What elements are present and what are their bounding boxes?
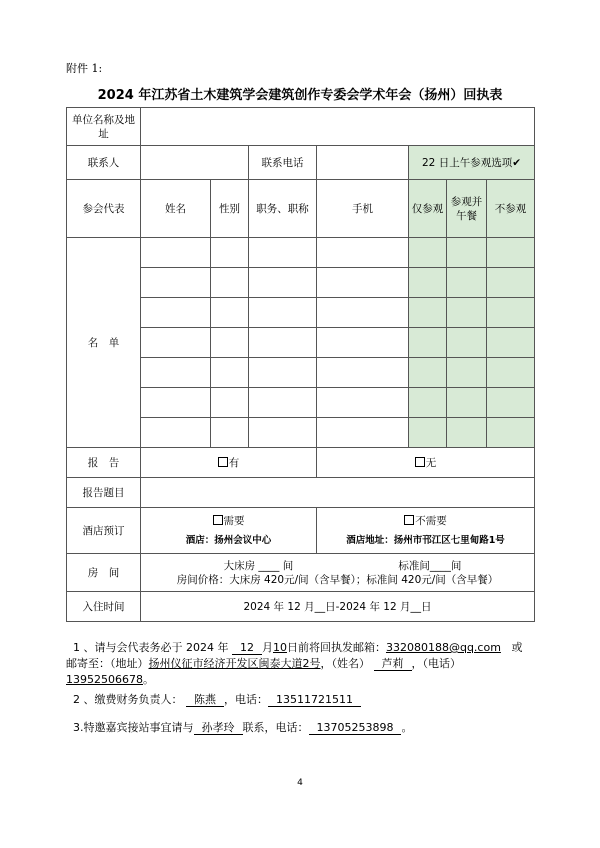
note-1: [66, 640, 536, 688]
hotel-need-label: 需要: [223, 514, 245, 527]
gender-cell[interactable]: [211, 268, 249, 298]
visit-only-cell[interactable]: [409, 268, 447, 298]
visit-only-cell[interactable]: [409, 418, 447, 448]
note-1-phone: 13952506678: [66, 673, 143, 686]
note-1-day: 10: [272, 641, 287, 654]
visit-lunch-cell[interactable]: [447, 388, 487, 418]
title-cell[interactable]: [249, 358, 317, 388]
note-2: [66, 692, 536, 708]
col-name-header: 姓名: [141, 180, 211, 238]
name-cell[interactable]: [141, 358, 211, 388]
note-2-text-b: ，电话：: [224, 693, 268, 706]
gender-cell[interactable]: [211, 238, 249, 268]
phone-input-cell[interactable]: [317, 146, 409, 180]
col-mobile-header: 手机: [317, 180, 409, 238]
visit-lunch-cell[interactable]: [447, 358, 487, 388]
gender-cell[interactable]: [211, 418, 249, 448]
title-cell[interactable]: [249, 268, 317, 298]
col-gender-header: 性别: [211, 180, 249, 238]
visit-only-cell[interactable]: [409, 298, 447, 328]
no-visit-cell[interactable]: [487, 358, 535, 388]
report-label: 报 告: [67, 448, 141, 478]
checkin-value[interactable]: 2024 年 12 月__日-2024 年 12 月__日: [141, 592, 535, 622]
note-1-text-c: 日前将回执发邮箱：: [286, 641, 386, 654]
title-cell[interactable]: [249, 328, 317, 358]
note-1-text-f: ，（姓名）: [320, 657, 370, 670]
form-title: 2024 年江苏省土木建筑学会建筑创作专委会学术年会（扬州）回执表: [97, 88, 503, 103]
checkin-label: 入住时间: [67, 592, 141, 622]
note-2-text-a: 2 、缴费财务负责人：: [73, 693, 183, 706]
report-no-label: 无: [425, 456, 437, 469]
room-cell[interactable]: [141, 554, 535, 592]
name-cell[interactable]: [141, 328, 211, 358]
checkbox-icon: [213, 515, 223, 525]
note-1-text-b: 月: [261, 641, 273, 654]
note-1-name: 芦莉: [374, 657, 412, 671]
report-topic-label: 报告题目: [67, 478, 141, 508]
mobile-cell[interactable]: [317, 298, 409, 328]
unit-label: 单位名称及地址: [67, 108, 141, 146]
title-cell[interactable]: [249, 388, 317, 418]
visit-lunch-cell[interactable]: [447, 328, 487, 358]
col-visit-lunch-header: 参观并午餐: [447, 180, 487, 238]
list-row: [67, 238, 535, 268]
no-visit-cell[interactable]: [487, 328, 535, 358]
note-1-text-d: 或: [511, 641, 523, 654]
no-visit-cell[interactable]: [487, 238, 535, 268]
note-1-text-e: 邮寄至：（地址）: [66, 657, 149, 670]
note-1-text-a: 1 、请与会代表务必于 2024 年: [73, 641, 229, 654]
list-label: 名 单: [67, 238, 141, 448]
hotel-label: 酒店预订: [67, 508, 141, 554]
gender-cell[interactable]: [211, 358, 249, 388]
name-cell[interactable]: [141, 298, 211, 328]
visit-only-cell[interactable]: [409, 238, 447, 268]
hotel-address: 酒店地址：扬州市邗江区七里甸路1号: [346, 534, 505, 546]
report-yes-option[interactable]: [141, 448, 317, 478]
col-visit-only-header: 仅参观: [409, 180, 447, 238]
hotel-need-cell[interactable]: [141, 508, 317, 554]
room-label: 房 间: [67, 554, 141, 592]
mobile-cell[interactable]: [317, 388, 409, 418]
no-visit-cell[interactable]: [487, 298, 535, 328]
no-visit-cell[interactable]: [487, 388, 535, 418]
name-cell[interactable]: [141, 388, 211, 418]
report-no-option[interactable]: [317, 448, 535, 478]
title-cell[interactable]: [249, 418, 317, 448]
contact-input-cell[interactable]: [141, 146, 249, 180]
phone-label: 联系电话: [249, 146, 317, 180]
name-cell[interactable]: [141, 238, 211, 268]
room-standard: 标准间____间: [398, 559, 462, 572]
mobile-cell[interactable]: [317, 418, 409, 448]
attachment-label: 附件 1:: [66, 62, 103, 75]
report-yes-label: 有: [228, 456, 240, 469]
checkbox-icon: [415, 457, 425, 467]
visit-lunch-cell[interactable]: [447, 238, 487, 268]
note-1-text-g: ，（电话）: [411, 657, 461, 670]
checkbox-icon: [404, 515, 414, 525]
reps-label: 参会代表: [67, 180, 141, 238]
receipt-form-table: [66, 107, 535, 622]
gender-cell[interactable]: [211, 328, 249, 358]
visit-lunch-cell[interactable]: [447, 268, 487, 298]
hotel-no-need-option[interactable]: [317, 514, 534, 528]
title-cell[interactable]: [249, 238, 317, 268]
note-1-address: 扬州仪征市经济开发区闽泰大道2号: [148, 657, 321, 670]
report-topic-input-cell[interactable]: [141, 478, 535, 508]
note-2-name: 陈燕: [186, 693, 224, 707]
mobile-cell[interactable]: [317, 238, 409, 268]
note-3-text-b: 联系，电话：: [242, 721, 309, 734]
mobile-cell[interactable]: [317, 358, 409, 388]
name-cell[interactable]: [141, 268, 211, 298]
name-cell[interactable]: [141, 418, 211, 448]
note-3-name: 孙孝玲: [194, 721, 243, 735]
unit-input-cell[interactable]: [141, 108, 535, 146]
note-1-text-h: 。: [142, 673, 154, 686]
visit-only-cell[interactable]: [409, 388, 447, 418]
no-visit-cell[interactable]: [487, 418, 535, 448]
room-price-line: 房间价格：大床房 420元/间（含早餐）；标准间 420元/间（含早餐）: [176, 573, 499, 586]
gender-cell[interactable]: [211, 298, 249, 328]
gender-cell[interactable]: [211, 388, 249, 418]
note-3-phone: 13705253898: [309, 721, 402, 735]
no-visit-cell[interactable]: [487, 268, 535, 298]
visit-lunch-cell[interactable]: [447, 298, 487, 328]
note-3: [66, 720, 536, 736]
hotel-no-need-label: 不需要: [415, 514, 447, 527]
mobile-cell[interactable]: [317, 268, 409, 298]
page-number: 4: [297, 778, 303, 788]
note-1-email[interactable]: 332080188@qq.com: [385, 641, 501, 654]
hotel-name: 酒店：扬州会议中心: [185, 534, 272, 546]
title-cell[interactable]: [249, 298, 317, 328]
room-big-bed: 大床房 ____ 间: [223, 559, 294, 572]
checkbox-icon: [218, 457, 228, 467]
visit-option-header: 22 日上午参观选项✔: [409, 146, 535, 180]
visit-only-cell[interactable]: [409, 328, 447, 358]
note-1-month: 12: [232, 641, 262, 655]
contact-label: 联系人: [67, 146, 141, 180]
hotel-need-option[interactable]: [141, 514, 316, 528]
visit-lunch-cell[interactable]: [447, 418, 487, 448]
hotel-no-need-cell[interactable]: [317, 508, 535, 554]
col-no-visit-header: 不参观: [487, 180, 535, 238]
visit-only-cell[interactable]: [409, 358, 447, 388]
note-3-text-c: 。: [401, 721, 413, 734]
note-3-text-a: 3.特邀嘉宾接站事宜请与: [73, 721, 194, 734]
mobile-cell[interactable]: [317, 328, 409, 358]
col-title-header: 职务、职称: [249, 180, 317, 238]
note-2-phone: 13511721511: [268, 693, 361, 707]
